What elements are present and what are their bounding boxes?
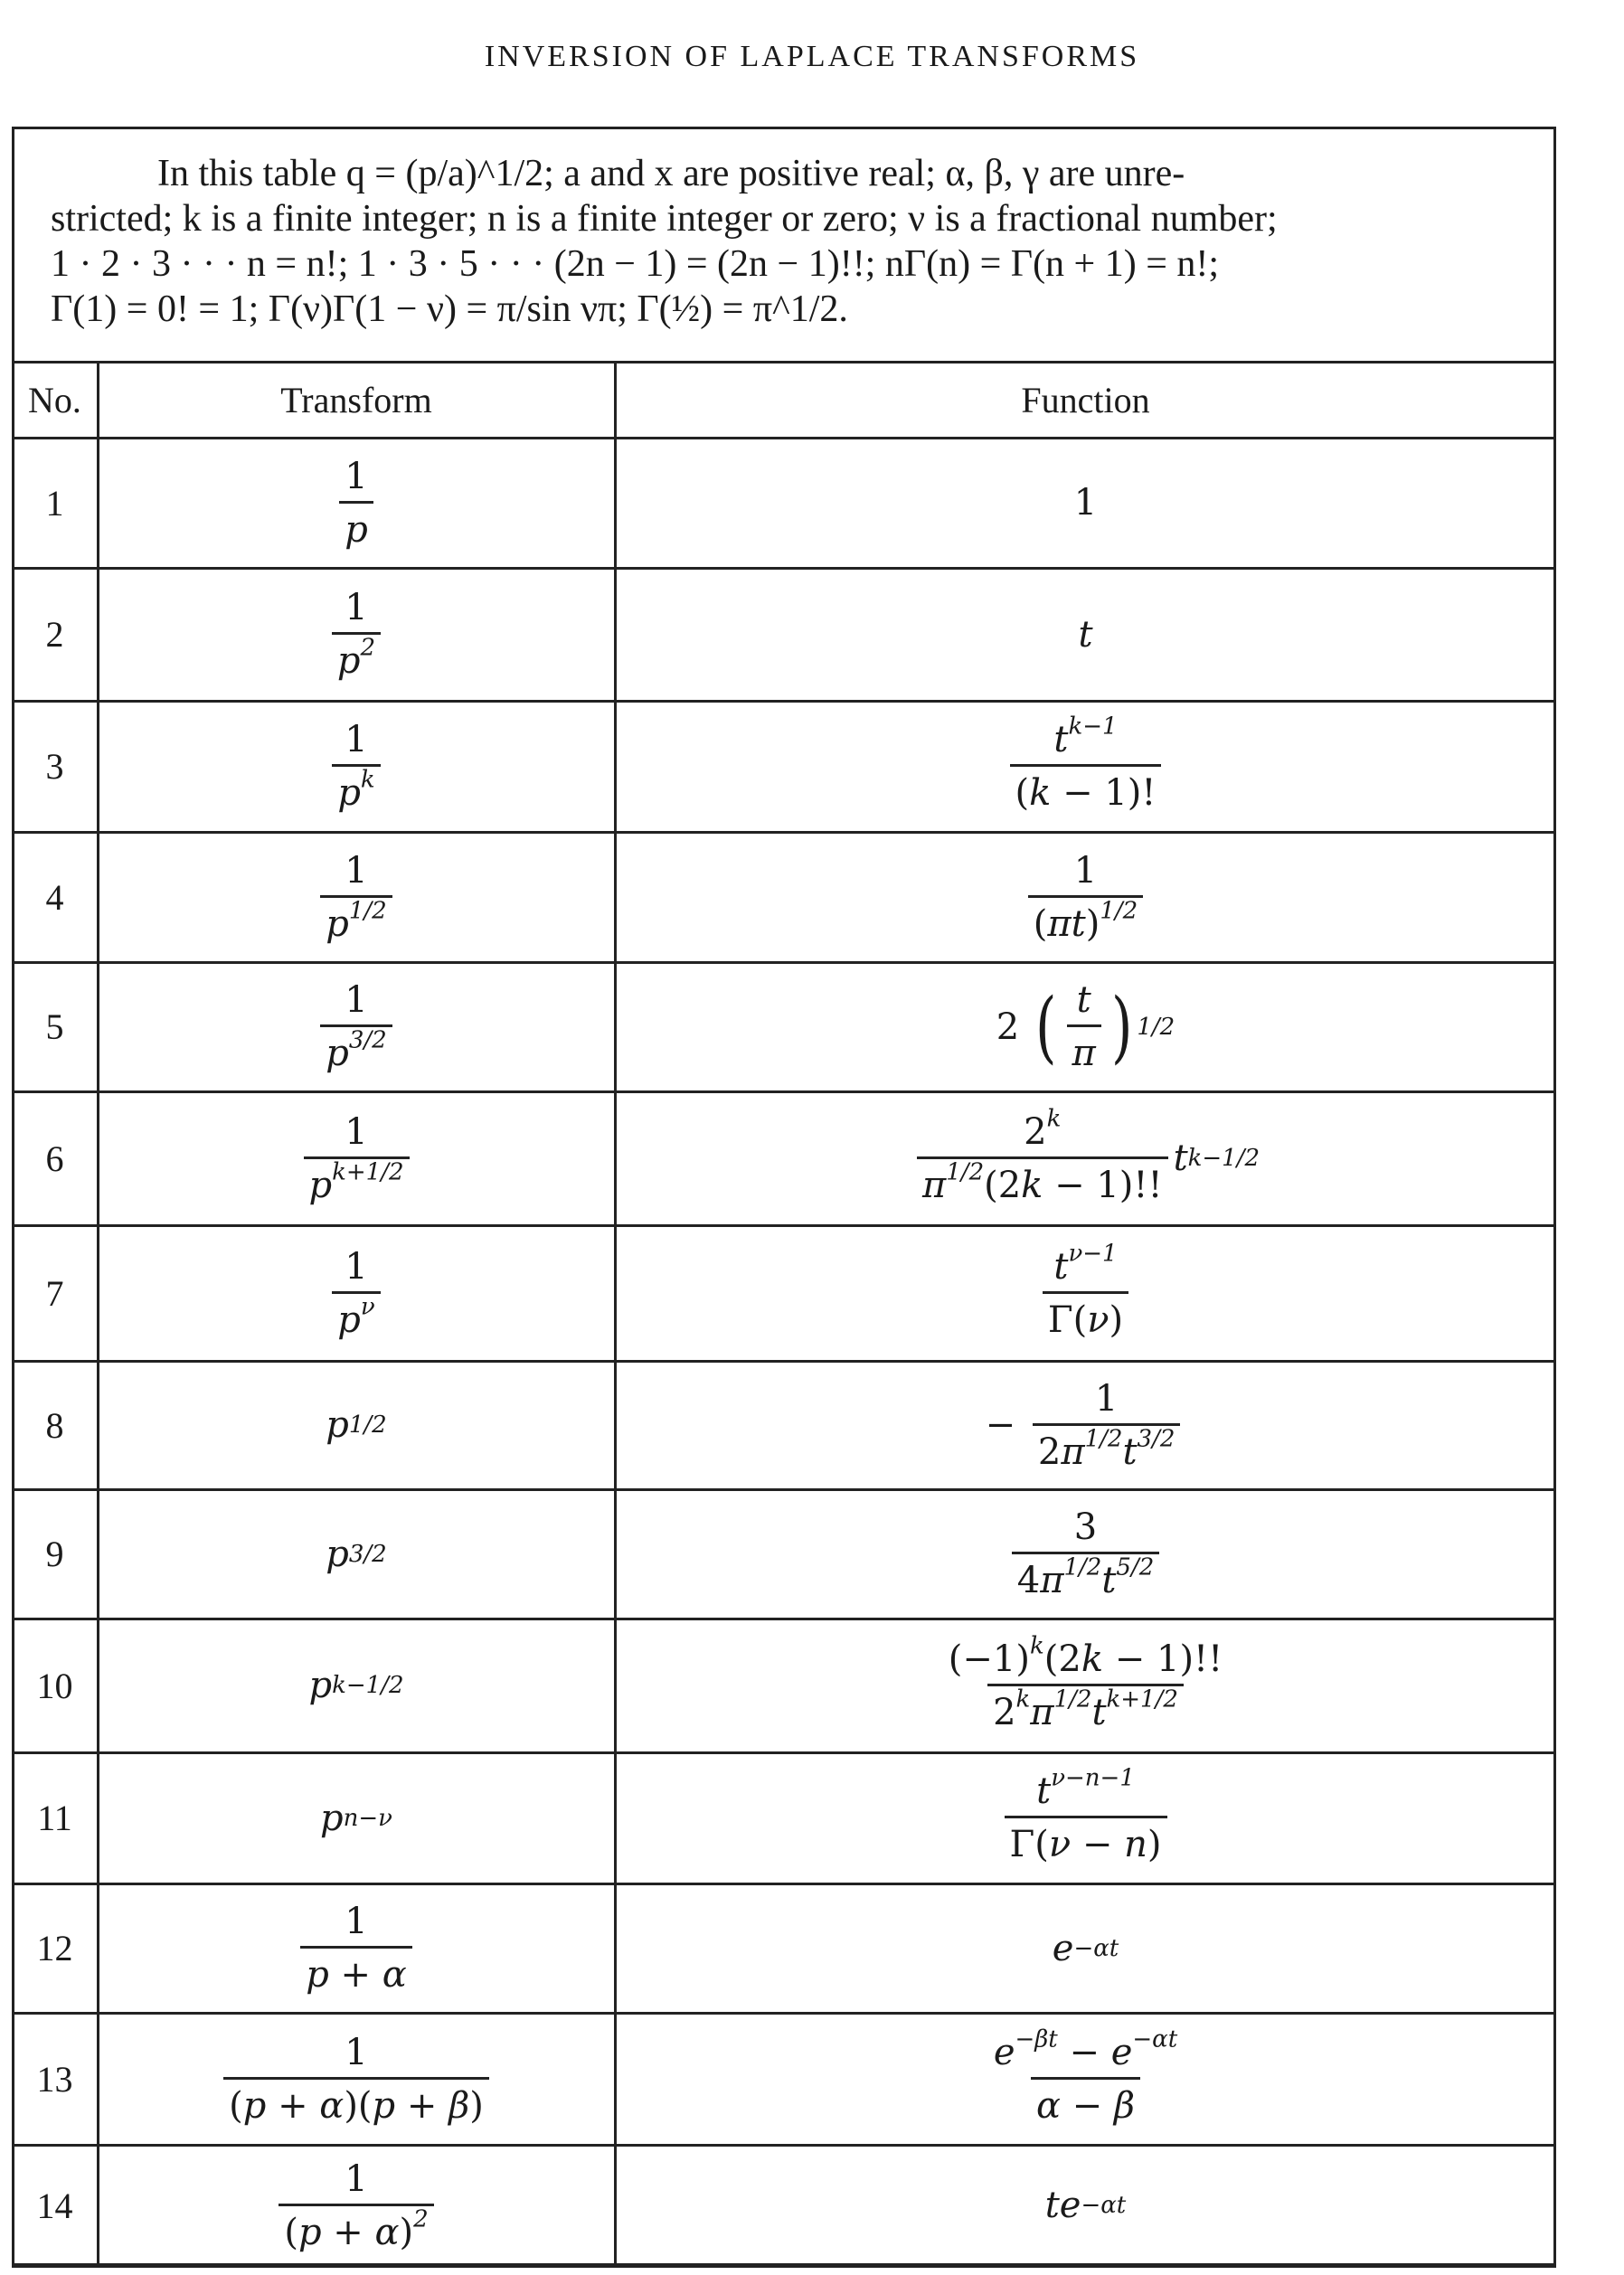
intro-line: In this table q = (p/a)^1/2; a and x are positive real; α, β, γ are unre- [157,153,1185,194]
function-cell [615,1091,1556,1225]
math-expression: $\frac{1}{(p + \alpha)^2}$ [273,2158,439,2253]
row-number: 6 [45,1138,64,1179]
math-expression: 2 ( $\frac{t}{\pi}$ ) 1/2 [996,979,1176,1074]
transform-cell [98,438,615,568]
math-expression: $\frac{1}{p^2}$ [326,587,386,682]
function-cell [615,701,1556,832]
math-expression: 1 [1073,482,1098,524]
function-cell [615,1489,1556,1619]
math-expression: $\frac{1}{p^{k+1/2}}$ [298,1111,415,1206]
transform-cell [98,2013,615,2145]
row-number: 1 [45,482,64,524]
row-number: 12 [36,1928,73,1968]
row-number: 2 [45,614,64,655]
transform-cell [98,1752,615,1883]
header-transform: Transform [280,379,432,420]
function-cell [615,1361,1556,1489]
row-number: 13 [36,2058,73,2100]
transform-cell [98,832,615,962]
math-expression: $\frac{1}{p}$ [334,456,379,551]
function-cell [615,438,1556,568]
math-expression: t [1078,613,1093,656]
function-cell [615,1752,1556,1883]
intro-line: Γ(1) = 0! = 1; Γ(ν)Γ(1 − ν) = π/sin νπ; Γ(½) = π^1/2. [51,288,848,330]
intro-line: 1 · 2 · 3 · · · n = n!; 1 · 3 · 5 · · · (2n − 1) = (2n − 1)!!; nΓ(n) = Γ(n + 1) = n!; [51,243,1220,285]
intro-note [51,151,1534,332]
transform-cell [98,1361,615,1489]
transform-cell [98,1619,615,1752]
transform-cell [98,568,615,701]
row-number: 9 [45,1534,64,1574]
math-expression: $\frac{1}{p + \alpha}$ [295,1901,418,1996]
intro-line: stricted; k is a finite integer; n is a finite integer or zero; ν is a fractional number; [51,198,1278,240]
function-cell [615,1619,1556,1752]
math-expression: $\frac{t^{\nu-1}}{\Gamma(\nu)}$ [1037,1246,1134,1341]
row-number: 8 [45,1404,64,1446]
transform-cell [98,962,615,1091]
row-number: 3 [45,746,64,787]
math-expression: p 1/2 [326,1404,387,1446]
math-expression: $\frac{(-1)^k(2k - 1)!!}{2^k\pi^{1/2}t^{k+1/2}}$ [948,1632,1223,1733]
function-cell [615,832,1556,962]
transform-cell [98,2145,615,2266]
row-number: 7 [45,1272,64,1314]
math-expression: − $\frac{1}{2\pi^{1/2}t^{3/2}}$ [986,1378,1186,1473]
row-number: 11 [37,1798,72,1838]
math-expression: $\frac{1}{p^\nu}$ [326,1246,385,1341]
function-cell [615,568,1556,701]
function-cell [615,2145,1556,2266]
math-expression: $\frac{1}{p^{1/2}}$ [315,850,397,945]
transform-cell [98,701,615,832]
math-expression: $\frac{1}{p^{3/2}}$ [315,979,397,1074]
math-expression: $\frac{1}{(p + \alpha)(p + \beta)}$ [218,2032,495,2127]
transform-cell [98,1489,615,1619]
math-expression: p n−ν [320,1797,392,1839]
function-cell [615,2013,1556,2145]
math-expression: p k−1/2 [308,1665,404,1706]
math-expression: p 3/2 [326,1533,387,1575]
header-function: Function [1021,379,1150,420]
header-no: No. [28,379,81,420]
math-expression: $\frac{1}{p^k}$ [326,719,385,814]
transform-cell [98,1225,615,1361]
math-expression: te −αt [1044,2185,1127,2226]
transform-cell [98,1091,615,1225]
math-expression: $\frac{t^{k-1}}{(k - 1)!}$ [1005,719,1167,814]
math-expression: $\frac{2^k}{\pi^{1/2}(2k - 1)!!}$ t k−1/2 [911,1111,1260,1206]
row-number: 14 [36,2185,73,2226]
row-number: 5 [45,1006,64,1047]
transform-cell [98,1883,615,2013]
row-number: 4 [45,876,64,918]
function-cell [615,962,1556,1091]
function-cell [615,1883,1556,2013]
function-cell [615,1225,1556,1361]
math-expression: $\frac{t^{\nu-n-1}}{\Gamma(\nu - n)}$ [999,1770,1173,1865]
math-expression: $\frac{3}{4\pi^{1/2}t^{5/2}}$ [1006,1506,1166,1601]
page-title: INVERSION OF LAPLACE TRANSFORMS [484,40,1140,73]
math-expression: $\frac{1}{(\pi t)^{1/2}}$ [1023,850,1148,945]
math-expression: e −αt [1052,1927,1119,1969]
row-number: 10 [36,1665,73,1706]
math-expression: $\frac{e^{-\beta t} - e^{-\alpha t}}{\alpha - \beta}$ [993,2025,1178,2127]
